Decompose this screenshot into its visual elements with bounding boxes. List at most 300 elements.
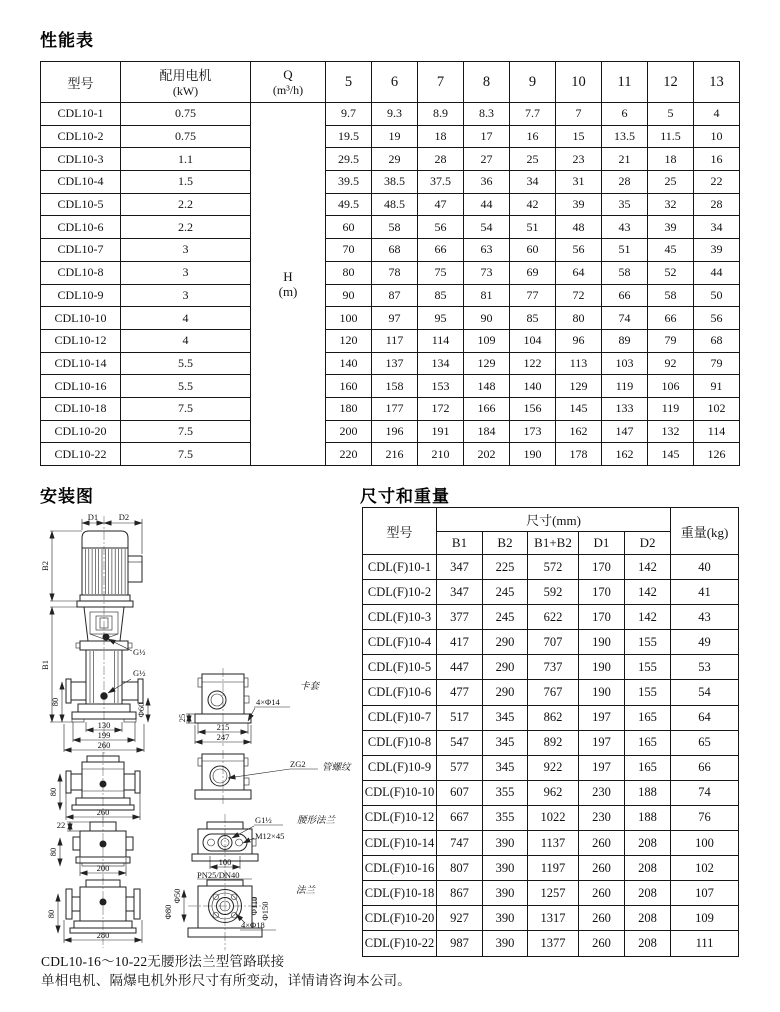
- dims-table-row: [363, 705, 739, 730]
- dim-value-cell: 390: [483, 906, 528, 931]
- perf-table-row: [41, 103, 740, 126]
- head-value-cell: 56: [418, 216, 464, 239]
- dim-value-cell: 49: [671, 630, 739, 655]
- dim-value-cell: 417: [437, 630, 483, 655]
- head-value-cell: 103: [602, 352, 648, 375]
- head-value-cell: 173: [510, 420, 556, 443]
- head-value-cell: 68: [694, 329, 740, 352]
- head-value-cell: 156: [510, 397, 556, 420]
- dim-value-cell: 64: [671, 705, 739, 730]
- dim-value-cell: 102: [671, 856, 739, 881]
- dim-199: 199: [97, 730, 111, 740]
- dim-phi110: Φ110: [249, 896, 259, 916]
- head-value-cell: 44: [464, 193, 510, 216]
- terminal-box: [128, 556, 142, 582]
- dim-value-cell: 1137: [528, 831, 579, 856]
- head-value-cell: 145: [648, 443, 694, 466]
- dim-value-cell: 43: [671, 605, 739, 630]
- dim-260: 260: [97, 740, 111, 750]
- head-value-cell: 158: [372, 375, 418, 398]
- head-value-cell: 56: [694, 307, 740, 330]
- dim-value-cell: 1317: [528, 906, 579, 931]
- head-value-cell: 90: [326, 284, 372, 307]
- perf-table-row: [41, 193, 740, 216]
- head-value-cell: 66: [418, 239, 464, 262]
- head-value-cell: 162: [602, 443, 648, 466]
- dim-value-cell: 245: [483, 605, 528, 630]
- model-cell: CDL10-22: [41, 443, 121, 466]
- head-value-cell: 42: [510, 193, 556, 216]
- perf-table-row: [41, 239, 740, 262]
- installation-diagram: [40, 508, 360, 953]
- flow-header: 13: [694, 62, 740, 103]
- dim-value-cell: 109: [671, 906, 739, 931]
- dim-phi80: Φ80: [163, 904, 173, 920]
- dims-table-row: [363, 730, 739, 755]
- dim-value-cell: 667: [437, 805, 483, 830]
- flow-header: 11: [602, 62, 648, 103]
- head-value-cell: 66: [602, 284, 648, 307]
- head-value-cell: 28: [418, 148, 464, 171]
- perf-table-row: [41, 375, 740, 398]
- dims-table-row: [363, 831, 739, 856]
- dim-80: 80: [48, 847, 58, 857]
- dim-value-cell: 390: [483, 931, 528, 956]
- dims-table-row: [363, 680, 739, 705]
- dimensions-table-head: [363, 508, 739, 555]
- model-cell: CDL(F)10-7: [363, 705, 437, 730]
- dim-200: 200: [96, 863, 110, 873]
- dim-value-cell: 197: [579, 755, 625, 780]
- head-value-cell: 129: [464, 352, 510, 375]
- head-value-cell: 216: [372, 443, 418, 466]
- head-value-cell: 34: [510, 171, 556, 194]
- model-cell: CDL10-7: [41, 239, 121, 262]
- head-value-cell: 148: [464, 375, 510, 398]
- head-value-cell: 8.9: [418, 103, 464, 126]
- dim-value-cell: 190: [579, 630, 625, 655]
- head-value-cell: 58: [372, 216, 418, 239]
- base-view-flange: [163, 870, 317, 950]
- head-value-cell: 9.7: [326, 103, 372, 126]
- port-thread-side-label: G½: [133, 668, 146, 678]
- base-view-left-4: [46, 876, 142, 948]
- dim-phi150: Φ150: [260, 901, 270, 921]
- dim-value-cell: 260: [579, 931, 625, 956]
- perf-table-row: [41, 261, 740, 284]
- head-value-cell: 37.5: [418, 171, 464, 194]
- head-value-cell: 39: [694, 239, 740, 262]
- dim-80: 80: [46, 909, 56, 919]
- head-value-cell: 126: [694, 443, 740, 466]
- col-model: 型号: [41, 62, 121, 103]
- col-d2: D2: [625, 532, 671, 555]
- dim-80: 80: [50, 697, 60, 707]
- dim-value-cell: 107: [671, 881, 739, 906]
- head-value-cell: 153: [418, 375, 464, 398]
- dim-value-cell: 862: [528, 705, 579, 730]
- head-value-cell: 102: [694, 397, 740, 420]
- dim-value-cell: 260: [579, 831, 625, 856]
- head-value-cell: 10: [694, 125, 740, 148]
- dim-value-cell: 922: [528, 755, 579, 780]
- head-value-cell: 210: [418, 443, 464, 466]
- head-value-cell: 60: [510, 239, 556, 262]
- model-cell: CDL(F)10-5: [363, 655, 437, 680]
- dim-value-cell: 197: [579, 730, 625, 755]
- dim-value-cell: 260: [579, 881, 625, 906]
- col-motor-unit: (kW): [172, 84, 199, 98]
- head-value-cell: 91: [694, 375, 740, 398]
- performance-title: 性能表: [40, 31, 94, 50]
- dim-value-cell: 76: [671, 805, 739, 830]
- head-value-cell: 49.5: [326, 193, 372, 216]
- motor-kw-cell: 2.2: [121, 193, 251, 216]
- motor-kw-cell: 2.2: [121, 216, 251, 239]
- model-cell: CDL10-18: [41, 397, 121, 420]
- head-value-cell: 177: [372, 397, 418, 420]
- head-value-cell: 36: [464, 171, 510, 194]
- head-value-cell: 18: [648, 148, 694, 171]
- dim-value-cell: 1377: [528, 931, 579, 956]
- head-value-cell: 4: [694, 103, 740, 126]
- head-value-cell: 137: [372, 352, 418, 375]
- dim-b1: B1: [40, 660, 50, 670]
- motor-kw-cell: 4: [121, 307, 251, 330]
- dims-table-row: [363, 655, 739, 680]
- head-value-cell: 74: [602, 307, 648, 330]
- dim-value-cell: 290: [483, 680, 528, 705]
- col-q: [251, 62, 326, 103]
- head-value-cell: 190: [510, 443, 556, 466]
- perf-table-row: [41, 171, 740, 194]
- dim-value-cell: 142: [625, 605, 671, 630]
- head-value-cell: 184: [464, 420, 510, 443]
- head-value-cell: 25: [510, 148, 556, 171]
- footnote-flange-connection: CDL10-16～10-22无腰形法兰型管路联接: [41, 954, 285, 969]
- head-value-cell: 48: [556, 216, 602, 239]
- dim-value-cell: 208: [625, 906, 671, 931]
- dim-value-cell: 165: [625, 730, 671, 755]
- dims-table-row: [363, 580, 739, 605]
- head-value-cell: 129: [556, 375, 602, 398]
- perf-table-row: [41, 125, 740, 148]
- performance-table: [40, 61, 740, 466]
- dims-table-row: [363, 805, 739, 830]
- pump-front-view: [40, 512, 148, 756]
- dim-value-cell: 987: [437, 931, 483, 956]
- dim-value-cell: 572: [528, 555, 579, 580]
- dim-value-cell: 355: [483, 805, 528, 830]
- head-value-cell: 47: [418, 193, 464, 216]
- dim-value-cell: 142: [625, 580, 671, 605]
- dim-d2: D2: [118, 512, 130, 522]
- dim-value-cell: 155: [625, 630, 671, 655]
- model-cell: CDL10-9: [41, 284, 121, 307]
- model-cell: CDL10-3: [41, 148, 121, 171]
- dim-value-cell: 377: [437, 605, 483, 630]
- dim-value-cell: 345: [483, 730, 528, 755]
- dim-value-cell: 290: [483, 630, 528, 655]
- dim-value-cell: 390: [483, 831, 528, 856]
- dim-value-cell: 260: [579, 856, 625, 881]
- dim-value-cell: 41: [671, 580, 739, 605]
- flange-spec-label: PN25/DN40: [197, 870, 240, 880]
- dims-table-row: [363, 881, 739, 906]
- head-value-cell: 13.5: [602, 125, 648, 148]
- head-value-cell: 27: [464, 148, 510, 171]
- model-cell: CDL(F)10-18: [363, 881, 437, 906]
- motor-kw-cell: 3: [121, 261, 251, 284]
- head-value-cell: 68: [372, 239, 418, 262]
- dim-25: 25: [177, 713, 187, 723]
- dim-value-cell: 188: [625, 780, 671, 805]
- col-d1: D1: [579, 532, 625, 555]
- head-value-cell: 81: [464, 284, 510, 307]
- motor-kw-cell: 1.1: [121, 148, 251, 171]
- head-value-cell: 45: [648, 239, 694, 262]
- flow-header: 5: [326, 62, 372, 103]
- dim-280: 280: [96, 930, 110, 940]
- head-value-cell: 51: [602, 239, 648, 262]
- dim-value-cell: 197: [579, 705, 625, 730]
- head-value-cell: 16: [694, 148, 740, 171]
- dims-table-row: [363, 555, 739, 580]
- flow-header: 6: [372, 62, 418, 103]
- drain-port: [101, 693, 107, 699]
- model-cell: CDL10-20: [41, 420, 121, 443]
- dim-phi60: Φ60: [136, 702, 146, 718]
- dim-value-cell: 345: [483, 705, 528, 730]
- head-value-cell: 191: [418, 420, 464, 443]
- dim-22: 22: [56, 820, 66, 830]
- head-value-cell: 54: [464, 216, 510, 239]
- dim-value-cell: 592: [528, 580, 579, 605]
- dim-value-cell: 355: [483, 780, 528, 805]
- col-q-label: Q: [283, 66, 293, 82]
- head-unit-cell: H (m): [251, 103, 326, 466]
- model-cell: CDL(F)10-14: [363, 831, 437, 856]
- model-cell: CDL(F)10-22: [363, 931, 437, 956]
- head-value-cell: 114: [418, 329, 464, 352]
- dim-value-cell: 142: [625, 555, 671, 580]
- flow-header: 12: [648, 62, 694, 103]
- head-value-cell: 85: [510, 307, 556, 330]
- dim-value-cell: 290: [483, 655, 528, 680]
- dim-value-cell: 547: [437, 730, 483, 755]
- perf-table-row: [41, 420, 740, 443]
- dims-table-row: [363, 755, 739, 780]
- col-model: 型号: [363, 508, 437, 555]
- perf-table-row: [41, 329, 740, 352]
- motor-kw-cell: 0.75: [121, 125, 251, 148]
- dim-value-cell: 962: [528, 780, 579, 805]
- dim-value-cell: 390: [483, 881, 528, 906]
- col-q-unit: (m³/h): [272, 82, 304, 97]
- head-value-cell: 31: [556, 171, 602, 194]
- model-cell: CDL(F)10-12: [363, 805, 437, 830]
- head-value-cell: 19: [372, 125, 418, 148]
- port-thread-top-label: G½: [133, 647, 146, 657]
- head-value-cell: 80: [556, 307, 602, 330]
- head-value-cell: 196: [372, 420, 418, 443]
- head-value-cell: 29.5: [326, 148, 372, 171]
- perf-table-row: [41, 397, 740, 420]
- model-cell: CDL(F)10-16: [363, 856, 437, 881]
- model-cell: CDL(F)10-4: [363, 630, 437, 655]
- head-value-cell: 44: [694, 261, 740, 284]
- head-value-cell: 202: [464, 443, 510, 466]
- head-value-cell: 122: [510, 352, 556, 375]
- head-value-cell: 119: [602, 375, 648, 398]
- head-value-cell: 16: [510, 125, 556, 148]
- dims-table-row: [363, 906, 739, 931]
- col-motor: [121, 62, 251, 103]
- head-value-cell: 89: [602, 329, 648, 352]
- holes-4x18-label: 4×Φ18: [241, 920, 265, 930]
- head-value-cell: 28: [694, 193, 740, 216]
- perf-table-body: [41, 103, 740, 466]
- head-value-cell: 117: [372, 329, 418, 352]
- dim-value-cell: 230: [579, 780, 625, 805]
- head-value-cell: 23: [556, 148, 602, 171]
- dim-value-cell: 892: [528, 730, 579, 755]
- head-value-cell: 34: [694, 216, 740, 239]
- dim-value-cell: 65: [671, 730, 739, 755]
- dim-value-cell: 53: [671, 655, 739, 680]
- dim-b2: B2: [40, 561, 50, 571]
- dim-value-cell: 1022: [528, 805, 579, 830]
- head-value-cell: 7: [556, 103, 602, 126]
- col-b1b2: B1+B2: [528, 532, 579, 555]
- head-value-cell: 38.5: [372, 171, 418, 194]
- dim-value-cell: 208: [625, 881, 671, 906]
- model-cell: CDL(F)10-9: [363, 755, 437, 780]
- model-cell: CDL(F)10-6: [363, 680, 437, 705]
- head-value-cell: 39: [648, 216, 694, 239]
- model-cell: CDL10-8: [41, 261, 121, 284]
- motor-kw-cell: 4: [121, 329, 251, 352]
- dim-value-cell: 737: [528, 655, 579, 680]
- dim-value-cell: 225: [483, 555, 528, 580]
- dim-d1: D1: [87, 512, 99, 522]
- waist-thread-label: G1½: [255, 815, 272, 825]
- head-value-cell: 133: [602, 397, 648, 420]
- perf-table-row: [41, 284, 740, 307]
- head-value-cell: 52: [648, 261, 694, 284]
- model-cell: CDL10-12: [41, 329, 121, 352]
- waist-flange-label: 腰形法兰: [297, 816, 336, 826]
- head-value-cell: 8.3: [464, 103, 510, 126]
- flow-header: 10: [556, 62, 602, 103]
- model-cell: CDL(F)10-20: [363, 906, 437, 931]
- dim-value-cell: 347: [437, 555, 483, 580]
- head-value-cell: 19.5: [326, 125, 372, 148]
- head-value-cell: 77: [510, 284, 556, 307]
- dims-table-row: [363, 630, 739, 655]
- head-value-cell: 95: [418, 307, 464, 330]
- base-view-left-2: [48, 752, 140, 820]
- head-value-cell: 113: [556, 352, 602, 375]
- dim-value-cell: 747: [437, 831, 483, 856]
- perf-table-row: [41, 352, 740, 375]
- head-value-cell: 39: [556, 193, 602, 216]
- dim-value-cell: 190: [579, 680, 625, 705]
- dimensions-table: [362, 507, 739, 957]
- head-value-cell: 48.5: [372, 193, 418, 216]
- head-value-cell: 17: [464, 125, 510, 148]
- head-value-cell: 97: [372, 307, 418, 330]
- head-value-cell: 114: [694, 420, 740, 443]
- head-value-cell: 11.5: [648, 125, 694, 148]
- model-cell: CDL(F)10-8: [363, 730, 437, 755]
- head-value-cell: 35: [602, 193, 648, 216]
- base-view-waist-flange: [192, 814, 337, 876]
- motor-kw-cell: 7.5: [121, 420, 251, 443]
- head-value-cell: 132: [648, 420, 694, 443]
- head-value-cell: 120: [326, 329, 372, 352]
- flow-header: 9: [510, 62, 556, 103]
- perf-table-row: [41, 307, 740, 330]
- head-value-cell: 6: [602, 103, 648, 126]
- dim-value-cell: 1257: [528, 881, 579, 906]
- model-cell: CDL10-2: [41, 125, 121, 148]
- head-value-cell: 56: [556, 239, 602, 262]
- dim-value-cell: 607: [437, 780, 483, 805]
- head-value-cell: 145: [556, 397, 602, 420]
- dim-value-cell: 111: [671, 931, 739, 956]
- head-value-cell: 39.5: [326, 171, 372, 194]
- head-value-cell: 140: [326, 352, 372, 375]
- flow-header: 8: [464, 62, 510, 103]
- head-value-cell: 58: [648, 284, 694, 307]
- dims-table-row: [363, 856, 739, 881]
- installation-title: 安装图: [40, 487, 94, 506]
- dim-value-cell: 447: [437, 655, 483, 680]
- col-weight: 重量(kg): [671, 508, 739, 555]
- dim-value-cell: 190: [579, 655, 625, 680]
- head-value-cell: 22: [694, 171, 740, 194]
- dim-value-cell: 230: [579, 805, 625, 830]
- head-value-cell: 106: [648, 375, 694, 398]
- dim-value-cell: 345: [483, 755, 528, 780]
- thread-spec-label: ZG2: [290, 759, 306, 769]
- head-value-cell: 85: [418, 284, 464, 307]
- model-cell: CDL10-6: [41, 216, 121, 239]
- head-value-cell: 32: [648, 193, 694, 216]
- dim-value-cell: 807: [437, 856, 483, 881]
- dims-table-row: [363, 931, 739, 956]
- dim-value-cell: 707: [528, 630, 579, 655]
- head-value-cell: 200: [326, 420, 372, 443]
- head-value-cell: 69: [510, 261, 556, 284]
- model-cell: CDL10-4: [41, 171, 121, 194]
- col-size-group: 尺寸(mm): [437, 508, 671, 532]
- dim-value-cell: 165: [625, 705, 671, 730]
- dim-value-cell: 170: [579, 580, 625, 605]
- dim-value-cell: 54: [671, 680, 739, 705]
- head-value-cell: 109: [464, 329, 510, 352]
- head-value-cell: 25: [648, 171, 694, 194]
- motor-kw-cell: 5.5: [121, 375, 251, 398]
- model-cell: CDL(F)10-1: [363, 555, 437, 580]
- base-view-thread: [195, 750, 352, 804]
- motor-ribs: [86, 549, 126, 594]
- clamp-label: 卡套: [300, 682, 320, 692]
- head-value-cell: 92: [648, 352, 694, 375]
- dim-value-cell: 245: [483, 580, 528, 605]
- head-value-cell: 119: [648, 397, 694, 420]
